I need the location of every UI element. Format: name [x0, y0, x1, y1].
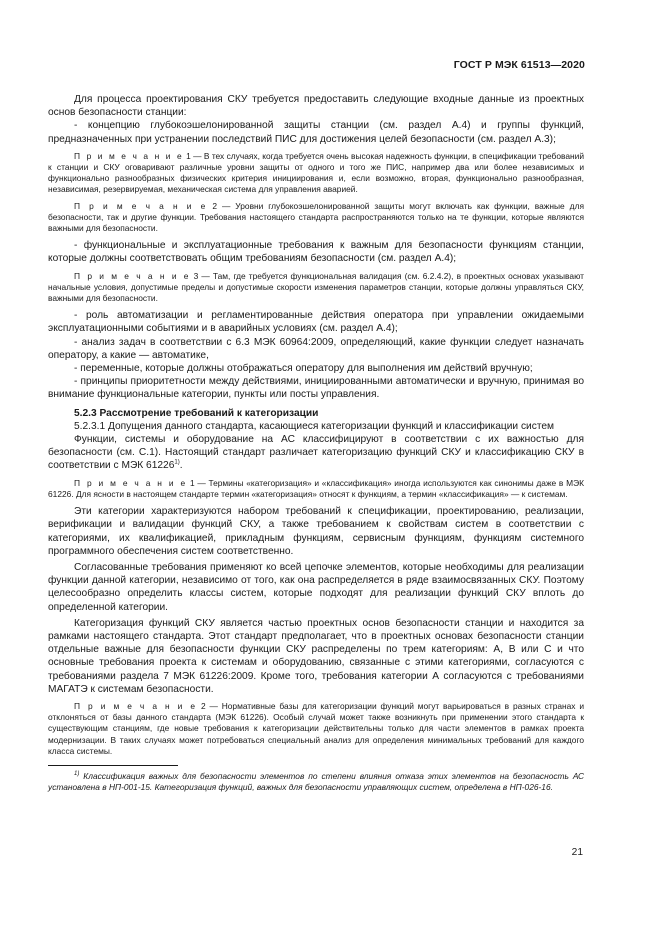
body-paragraph — [48, 433, 584, 473]
note-text: 1 — В тех случаях, когда требуется очень высокая надежность функции, в спецификации требований к станции и СКУ оговаривают различные уровни защиты от одного и того же ПИС, например два или более независимых и функционально разнообразных физических критерия инициирования и, если возможно, вторая, функционально разнообразная, независимая, резервируемая, механическая система для управления аварией. — [48, 150, 585, 195]
note-text: 2 — Уровни глубокоэшелонированной защиты могут включать как функции, важные для безопасности, так и другие функции. Требования настоящего стандарта распространяются только на те функции, которые являются важными для безопасности. — [48, 200, 584, 234]
note-label: П р и м е ч а н и е — [74, 200, 208, 211]
bullet-item: - анализ задач в соответствии с 6.3 МЭК 60964:2009, определяющий, какие функции следует назначать оператору, а какие — автоматике, — [48, 336, 584, 361]
page-number: 21 — [571, 847, 583, 858]
body-paragraph: Категоризация функций СКУ является частью проектных основ безопасности станции и находится за рамками настоящего стандарта. Этот стандарт предполагает, что в проектных основах безопасности станции отдельные важные для безопасности функции СКУ распределены по трем категориям: А, В или С и что основные требования проекта к системам и оборудованию, связанные с этими категориями, согласуются с требованиями раздела 7 МЭК 61226:2009. Кроме того, требования категории А согласуются с требованиями МАГАТЭ к системам безопасности. — [48, 617, 584, 695]
standard-header: ГОСТ Р МЭК 61513—2020 — [453, 59, 585, 71]
note-label: П р и м е ч а н и е — [74, 270, 191, 281]
body-text: Функции, системы и оборудование на АС классифицируют в соответствии с их важностью для безопасности (см. С.1). Настоящий стандарт различает категоризацию функций СКУ и классификацию СКУ в соответствии с МЭК 61226 — [48, 434, 584, 472]
note-label: П р и м е ч а н и е — [74, 700, 198, 711]
note-label: П р и м е ч а н и е — [74, 477, 188, 488]
body-paragraph: Эти категории характеризуются набором требований к спецификации, проектированию, реализации, верификации и валидации функций СКУ, а также требованием к свойствам систем в соответствии с категориями, их квалификацией, прикладным функциям, сервисным функциям, функциям системного программного обеспечения систем соответственно. — [48, 506, 584, 557]
intro-paragraph: Для процесса проектирования СКУ требуется предоставить следующие входные данные из проектных основ безопасности станции: — [48, 94, 584, 119]
footnote-divider — [48, 765, 178, 766]
note-1 — [48, 151, 584, 196]
footnote-marker: 1) — [74, 771, 80, 778]
note-text: 3 — Там, где требуется функциональная валидация (см. 6.2.4.2), в проектных основах указывают начальные условия, допустимые пределы и допустимые скорости изменения параметров станции, которые должны управляться СКУ, важными для безопасности. — [48, 270, 585, 304]
bullet-item: - переменные, которые должны отображаться оператору для выполнения им действий вручную; — [74, 363, 533, 375]
bullet-item: - принципы приоритетности между действиями, инициированными автоматически и вручную, принимая во внимание функциональные категории, пункты или посты управления. — [48, 376, 584, 401]
subsection-paragraph: 5.2.3.1 Допущения данного стандарта, касающиеся категоризации функций и классификации систем — [74, 420, 555, 432]
bullet-item: - роль автоматизации и регламентированные действия оператора при управлении ожидаемыми эксплуатационными событиями и в аварийных условиях (см. раздел А.4); — [48, 310, 584, 335]
note-5 — [48, 701, 584, 757]
body-paragraph: Согласованные требования применяют ко всей цепочке элементов, которые необходимы для реализации функции данной категории, независимо от того, как она распределяется в ряде взаимосвязанных СКУ. Поэтому целесообразно определить классы систем, которые подходят для реализации функций СКУ вплоть до определенной категории. — [48, 561, 584, 613]
bullet-item: - функциональные и эксплуатационные требования к важным для безопасности функциям станции, которые должны соответствовать общим требованиям безопасности (см. раздел А.4); — [48, 240, 584, 265]
footnote — [48, 771, 584, 793]
note-label: П р и м е ч а н и е — [74, 150, 184, 161]
note-2 — [48, 201, 584, 235]
note-4 — [48, 478, 584, 500]
footnote-text: Классификация важных для безопасности элементов по степени влияния отказа этих элементов на безопасность АС установлена в НП-001-15. Категоризация функций, важных для безопасности управляющих систем, определена в НП-026-16. — [48, 770, 585, 793]
note-text: 2 — Нормативные базы для категоризации функций могут варьироваться в разных странах и отклоняться от базы данного стандарта (МЭК 61226). Особый случай может также возникнуть при применении этого стандарта к существующим станциям, где новые требования к категоризации действительны только для части элементов в рамках проекта модернизации. В таких случаях может потребоваться специальный анализ для определения минимальных требований для каждого класса системы. — [48, 700, 584, 756]
note-text: 1 — Термины «категоризация» и «классификация» иногда используются как синонимы даже в МЭК 61226. Для ясности в настоящем стандарте термин «категоризация» относят к функциям, а термин «классификация» — к системам. — [48, 477, 584, 499]
bullet-item: - концепцию глубокоэшелонированной защиты станции (см. раздел А.4) и группы функций, предназначенных при устранении последствий ПИС для достижения целей безопасности (см. раздел А.3); — [48, 120, 584, 145]
body-text-end: . — [179, 460, 183, 472]
page-content — [48, 93, 584, 793]
note-3 — [48, 271, 584, 305]
footnote-ref: 1) — [174, 460, 180, 467]
section-heading: 5.2.3 Рассмотрение требований к категоризации — [74, 407, 319, 419]
